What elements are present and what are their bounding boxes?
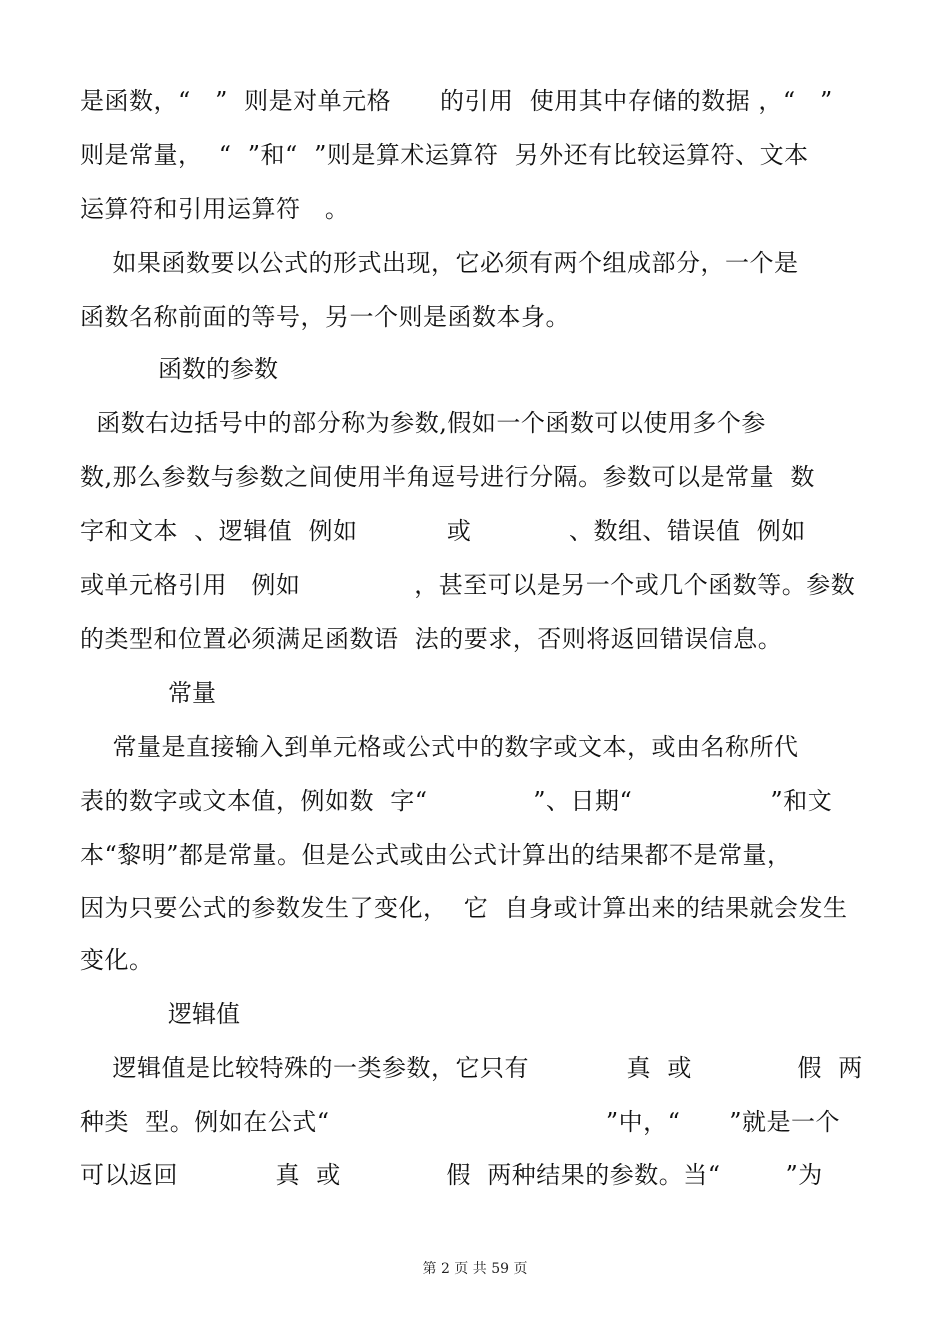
page-number-footer: 第 2 页 共 59 页	[422, 1261, 528, 1277]
section-heading-params: 函数的参数	[158, 355, 278, 383]
text-line: 可以返回 真 或 假 两种结果的参数。当“ ”为	[80, 1161, 823, 1189]
text-line: 如果函数要以公式的形式出现，它必须有两个组成部分，一个是	[80, 249, 799, 277]
text-line: 或单元格引用 例如 ，甚至可以是另一个或几个函数等。参数	[80, 571, 856, 599]
text-line: 的类型和位置必须满足函数语 法的要求，否则将返回错误信息。	[80, 625, 783, 653]
text-line: 数,那么参数与参数之间使用半角逗号进行分隔。参数可以是常量 数	[80, 463, 815, 491]
text-line: 种类 型。例如在公式“ ”中，“ ”就是一个	[80, 1108, 840, 1136]
text-line: 逻辑值是比较特殊的一类参数，它只有 真 或 假 两	[80, 1054, 863, 1082]
text-line: 变化。	[80, 946, 154, 974]
text-line: 则是常量， “ ”和“ ”则是算术运算符 另外还有比较运算符、文本	[80, 141, 809, 169]
text-line: 函数右边括号中的部分称为参数,假如一个函数可以使用多个参	[80, 409, 766, 437]
section-heading-constant: 常量	[168, 679, 216, 707]
text-line: 常量是直接输入到单元格或公式中的数字或文本，或由名称所代	[80, 733, 799, 761]
text-line: 因为只要公式的参数发生了变化， 它 自身或计算出来的结果就会发生	[80, 894, 848, 922]
text-line: 表的数字或文本值，例如数 字“ ”、日期“ ”和文	[80, 787, 833, 815]
text-line: 函数名称前面的等号，另一个则是函数本身。	[80, 303, 570, 331]
text-line: 字和文本 、逻辑值 例如 或 、数组、错误值 例如	[80, 517, 806, 545]
section-heading-logic: 逻辑值	[168, 1000, 240, 1028]
text-line: 是函数，“ ” 则是对单元格 的引用 使用其中存储的数据 ，“ ”	[80, 87, 833, 115]
text-line: 运算符和引用运算符 。	[80, 195, 350, 223]
text-line: 本“黎明”都是常量。但是公式或由公式计算出的结果都不是常量，	[80, 841, 792, 869]
